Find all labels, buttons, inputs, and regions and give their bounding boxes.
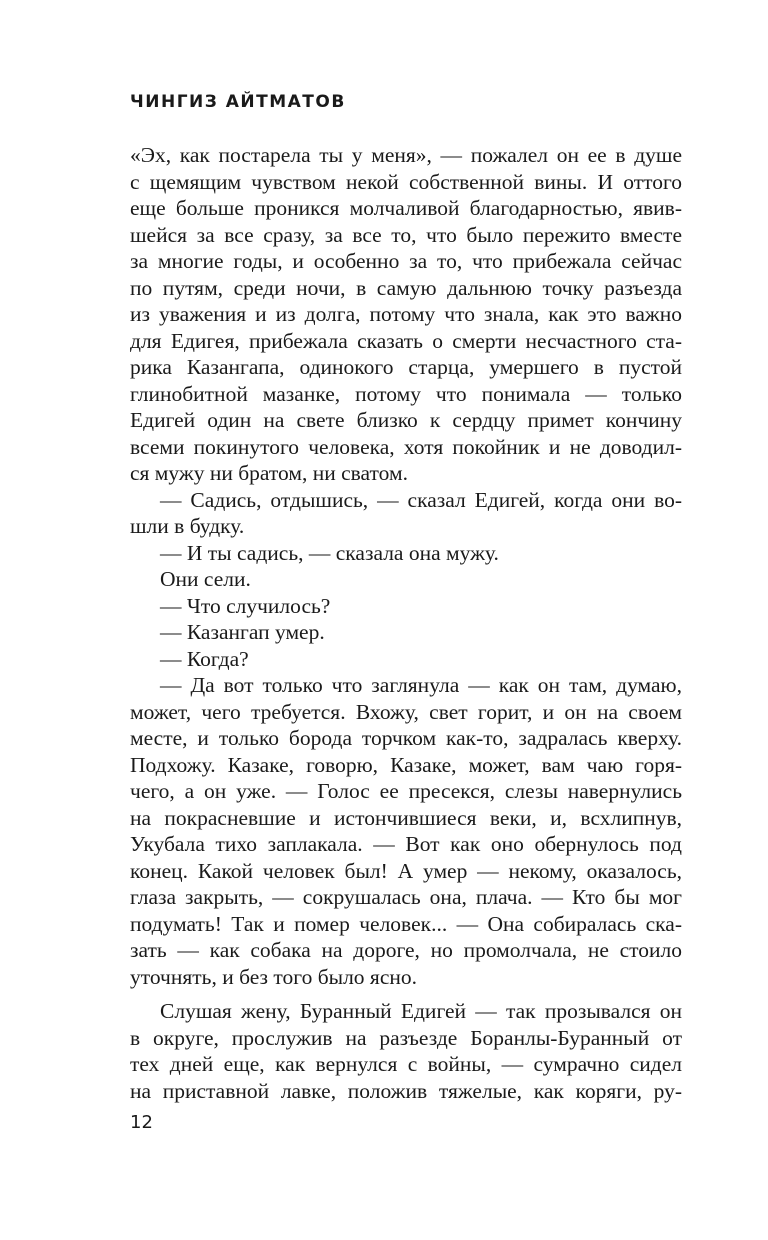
text-line: за многие годы, и особенно за то, что прибежала сейчас (130, 249, 682, 273)
text-line: ся мужу ни братом, ни сватом. (130, 461, 408, 485)
text-line: для Едигея, прибежала сказать о смерти несчастного ста- (130, 328, 682, 353)
text-line: может, чего требуется. Вхожу, свет горит, и он на своем (130, 699, 682, 724)
text-line: конец. Какой человек был! А умер — некому, оказалось, (130, 858, 682, 883)
text-line: тех дней еще, как вернулся с войны, — сумрачно сидел (130, 1052, 682, 1076)
text-line: рика Казангапа, одинокого старца, умершего в пустой (130, 355, 682, 379)
text-line: зать — как собака на дороге, но промолчала, не стоило (130, 938, 682, 962)
body-text (130, 142, 682, 1104)
text-line: на покрасневшие и истончившиеся веки, и, всхлипнув, (130, 805, 682, 830)
text-line: шли в будку. (130, 514, 245, 538)
text-line: — Что случилось? (160, 593, 331, 618)
text-line: в округе, прослужив на разъезде Боранлы-Буранный от (130, 1025, 682, 1050)
text-line: — Да вот только что заглянула — как он там, думаю, (160, 673, 682, 697)
text-line: чего, а он уже. — Голос ее пресекся, слезы навернулись (130, 779, 682, 803)
text-line: Едигей один на свете близко к сердцу примет кончину (130, 408, 682, 432)
text-line: — Когда? (160, 646, 249, 671)
text-line: — Казангап умер. (160, 620, 325, 644)
text-line: еще больше проникся молчаливой благодарностью, явив- (130, 196, 682, 220)
text-line: по путям, среди ночи, в самую дальнюю точку разъезда (130, 275, 682, 300)
text-line: из уважения и из долга, потому что знала, как это важно (130, 302, 682, 326)
text-line: глинобитной мазанке, потому что понимала — только (130, 381, 682, 406)
text-line: — Садись, отдышись, — сказал Едигей, когда они во- (160, 487, 682, 512)
text-line: шейся за все сразу, за все то, что было пережито вместе (130, 222, 682, 247)
text-line: с щемящим чувством некой собственной вины. И оттого (130, 169, 682, 194)
page-number: 12 (130, 1112, 153, 1133)
text-line: месте, и только борода торчком как-то, задралась кверху. (130, 726, 682, 750)
text-line: на приставной лавке, положив тяжелые, как коряги, ру- (130, 1078, 682, 1103)
text-line: Укубала тихо заплакала. — Вот как оно обернулось под (130, 832, 682, 856)
text-line: глаза закрыть, — сокрушалась она, плача. — Кто бы мог (130, 885, 682, 909)
text-line: всеми покинутого человека, хотя покойник и не доводил- (130, 434, 682, 459)
text-line: Слушая жену, Буранный Едигей — так прозывался он (160, 999, 682, 1023)
running-head: ЧИНГИЗ АЙТМАТОВ (130, 92, 346, 112)
text-line: подумать! Так и помер человек... — Она собиралась ска- (130, 911, 682, 936)
text-line: уточнять, и без того было ясно. (130, 964, 417, 989)
text-line: — И ты садись, — сказала она мужу. (160, 540, 499, 565)
text-line: «Эх, как постарела ты у меня», — пожалел он ее в душе (130, 143, 682, 167)
text-line: Они сели. (160, 567, 251, 591)
text-line: Подхожу. Казаке, говорю, Казаке, может, вам чаю горя- (130, 752, 682, 777)
